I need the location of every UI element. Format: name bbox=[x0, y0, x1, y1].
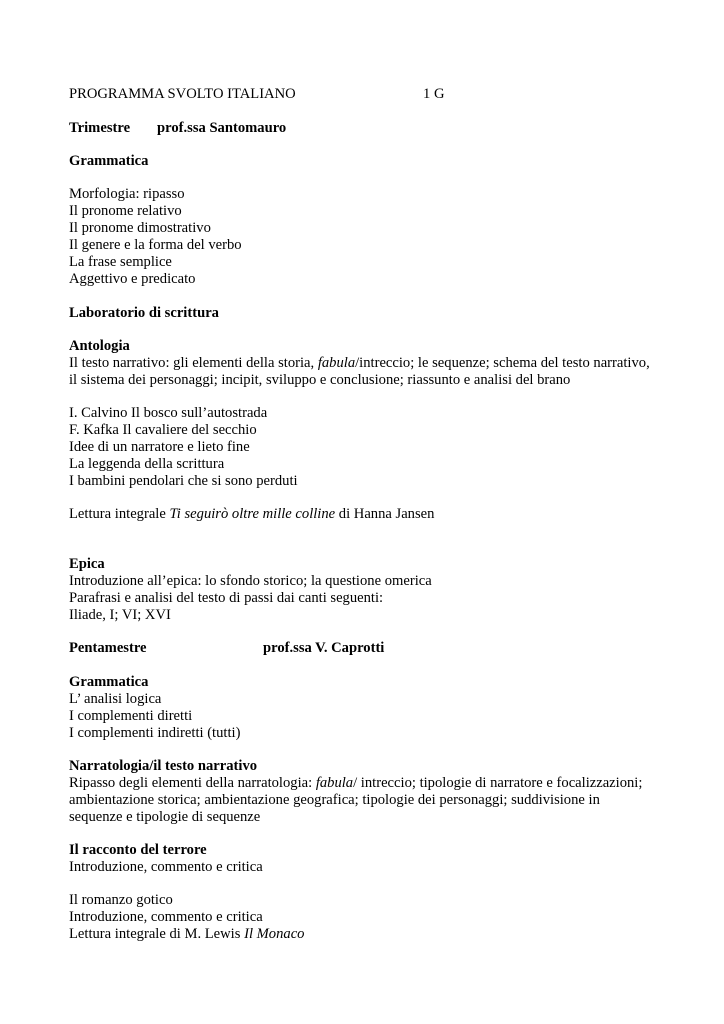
class-code: 1 G bbox=[423, 86, 445, 102]
narratologia-line: Ripasso degli elementi della narratologia: fabula/ intreccio; tipologie di narratore e focalizzazioni; bbox=[69, 775, 643, 791]
grammatica-heading: Grammatica bbox=[69, 674, 149, 690]
book-title: Ti seguirò oltre mille colline bbox=[169, 506, 336, 522]
antologia-reading: La leggenda della scrittura bbox=[69, 456, 225, 472]
antologia-heading: Antologia bbox=[69, 338, 130, 354]
lettura-integrale-line: Lettura integrale Ti seguirò oltre mille colline di Hanna Jansen bbox=[69, 506, 435, 522]
antologia-description-line: Il testo narrativo: gli elementi della storia, fabula/intreccio; le sequenze; schema del testo narrativo, bbox=[69, 355, 650, 371]
terrore-heading: Il racconto del terrore bbox=[69, 842, 207, 858]
pentamestre-teacher: prof.ssa V. Caprotti bbox=[263, 640, 385, 656]
pentamestre-heading bbox=[69, 640, 385, 657]
book-title: Il Monaco bbox=[244, 926, 305, 942]
grammatica-item: La frase semplice bbox=[69, 254, 172, 270]
epica-item: Parafrasi e analisi del testo di passi dai canti seguenti: bbox=[69, 590, 384, 606]
terrore-line: Introduzione, commento e critica bbox=[69, 859, 263, 875]
grammatica-item: L’ analisi logica bbox=[69, 691, 162, 707]
pentamestre-label: Pentamestre bbox=[69, 640, 147, 656]
grammatica-heading: Grammatica bbox=[69, 153, 149, 169]
antologia-reading: Idee di un narratore e lieto fine bbox=[69, 439, 250, 455]
grammatica-item: Il pronome relativo bbox=[69, 203, 182, 219]
grammatica-item: Aggettivo e predicato bbox=[69, 271, 196, 287]
epica-heading: Epica bbox=[69, 556, 105, 572]
epica-item: Introduzione all’epica: lo sfondo storico; la questione omerica bbox=[69, 573, 432, 589]
trimestre-label: Trimestre bbox=[69, 120, 131, 136]
epica-item: Iliade, I; VI; XVI bbox=[69, 607, 171, 623]
program-title: PROGRAMMA SVOLTO ITALIANO bbox=[69, 86, 296, 102]
antologia-reading: I. Calvino Il bosco sull’autostrada bbox=[69, 405, 268, 421]
trimestre-teacher: prof.ssa Santomauro bbox=[157, 120, 287, 136]
antologia-reading: F. Kafka Il cavaliere del secchio bbox=[69, 422, 257, 438]
program-title-line bbox=[69, 86, 445, 103]
trimestre-heading bbox=[69, 120, 287, 137]
gotico-heading: Il romanzo gotico bbox=[69, 892, 173, 908]
narratologia-heading: Narratologia/il testo narrativo bbox=[69, 758, 258, 774]
gotico-lettura-line: Lettura integrale di M. Lewis Il Monaco bbox=[69, 926, 305, 942]
narratologia-line: sequenze e tipologie di sequenze bbox=[69, 809, 261, 825]
grammatica-item: I complementi indiretti (tutti) bbox=[69, 725, 241, 741]
grammatica-item: Il pronome dimostrativo bbox=[69, 220, 211, 236]
narratologia-line: ambientazione storica; ambientazione geografica; tipologie dei personaggi; suddivisione in bbox=[69, 792, 600, 808]
fabula-term: fabula bbox=[315, 775, 354, 791]
antologia-description-line: il sistema dei personaggi; incipit, sviluppo e conclusione; riassunto e analisi del brano bbox=[69, 372, 571, 388]
grammatica-item: Morfologia: ripasso bbox=[69, 186, 185, 202]
grammatica-item: I complementi diretti bbox=[69, 708, 193, 724]
gotico-line: Introduzione, commento e critica bbox=[69, 909, 263, 925]
antologia-reading: I bambini pendolari che si sono perduti bbox=[69, 473, 298, 489]
grammatica-item: Il genere e la forma del verbo bbox=[69, 237, 242, 253]
laboratorio-heading: Laboratorio di scrittura bbox=[69, 305, 219, 321]
fabula-term: fabula bbox=[317, 355, 356, 371]
